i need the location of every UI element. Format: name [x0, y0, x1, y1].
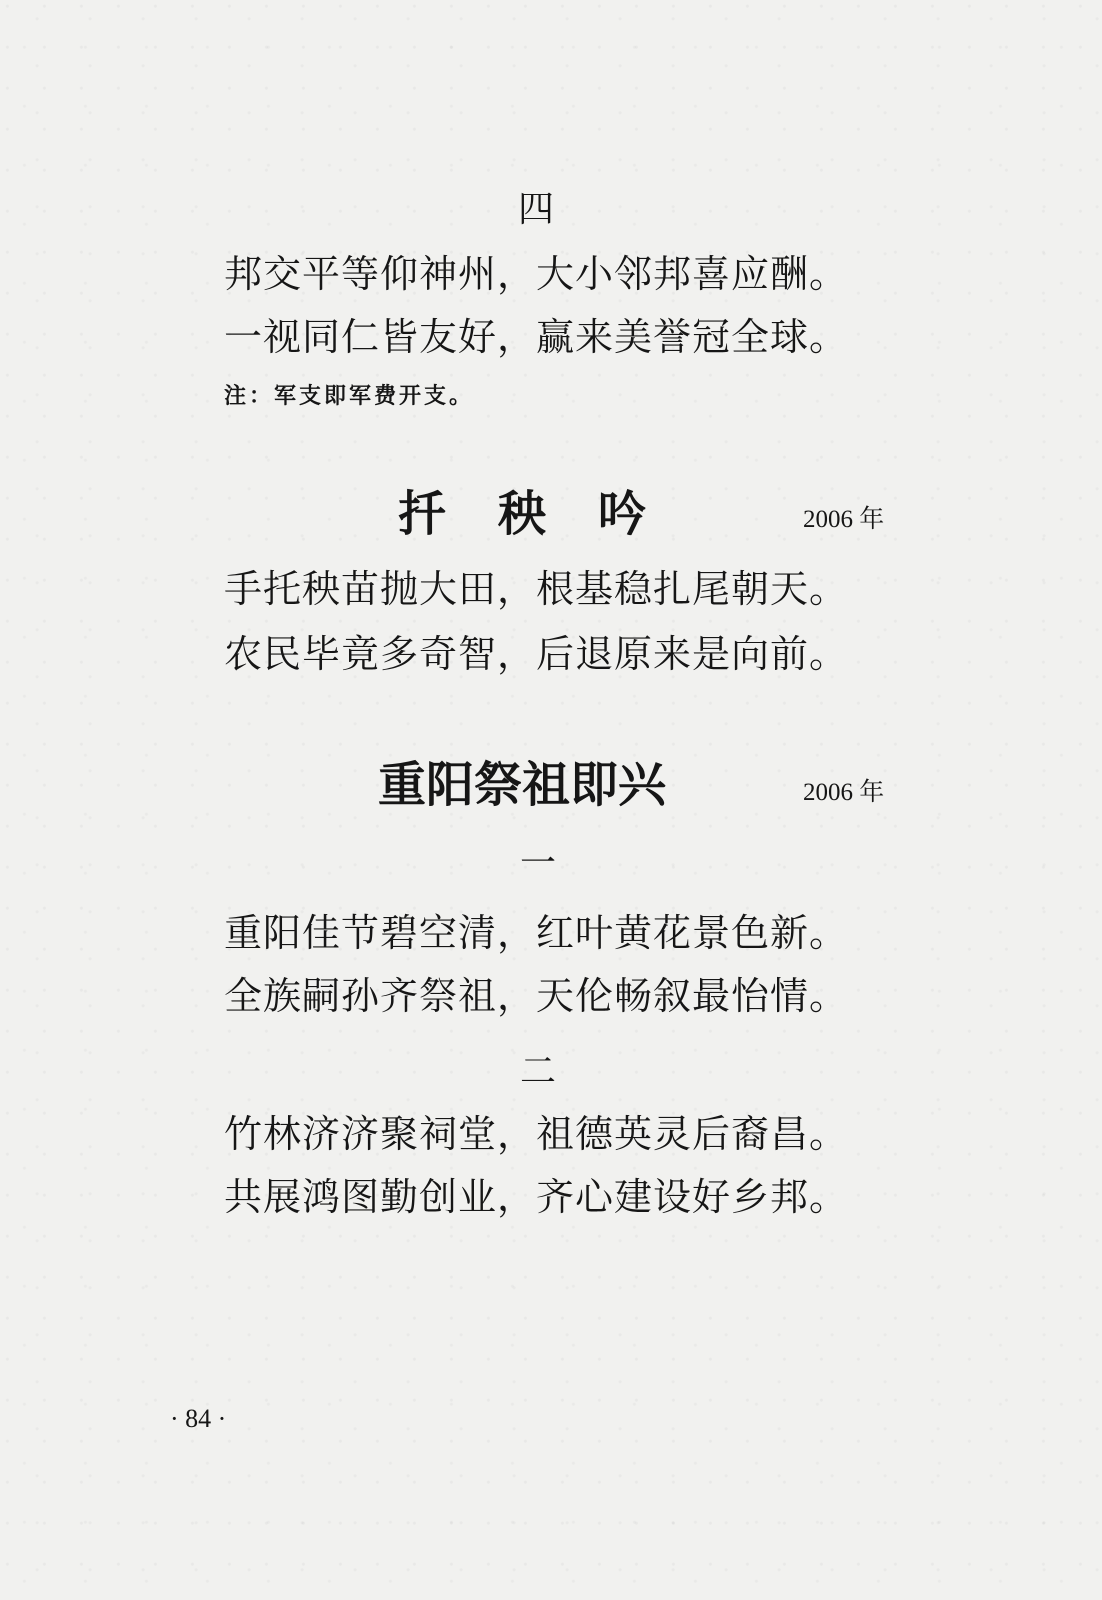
poem-line: 一视同仁皆友好，赢来美誉冠全球。: [224, 315, 849, 359]
poem-line: 重阳佳节碧空清，红叶黄花景色新。: [224, 911, 849, 955]
poem-line: 全族嗣孙齐祭祖，天伦畅叙最怡情。: [224, 974, 849, 1018]
section-number-two: 二: [520, 1051, 557, 1092]
poem-title: 重阳祭祖即兴: [378, 757, 667, 813]
poem-title: 扦秧吟: [398, 486, 699, 542]
poem-line: 手托秧苗抛大田，根基稳扎尾朝天。: [224, 567, 849, 611]
poem-line: 农民毕竟多奇智，后退原来是向前。: [224, 632, 849, 676]
section-number-four: 四: [518, 189, 555, 230]
poem-year: 2006 年: [803, 506, 885, 533]
footnote: 注：军支即军费开支。: [224, 383, 475, 409]
page-number: · 84 ·: [170, 1404, 227, 1433]
section-number-one: 一: [520, 843, 557, 884]
poem-line: 邦交平等仰神州，大小邻邦喜应酬。: [224, 252, 849, 296]
poem-line: 竹林济济聚祠堂，祖德英灵后裔昌。: [224, 1112, 849, 1156]
poem-line: 共展鸿图勤创业，齐心建设好乡邦。: [224, 1175, 849, 1219]
poem-year: 2006 年: [803, 779, 885, 806]
